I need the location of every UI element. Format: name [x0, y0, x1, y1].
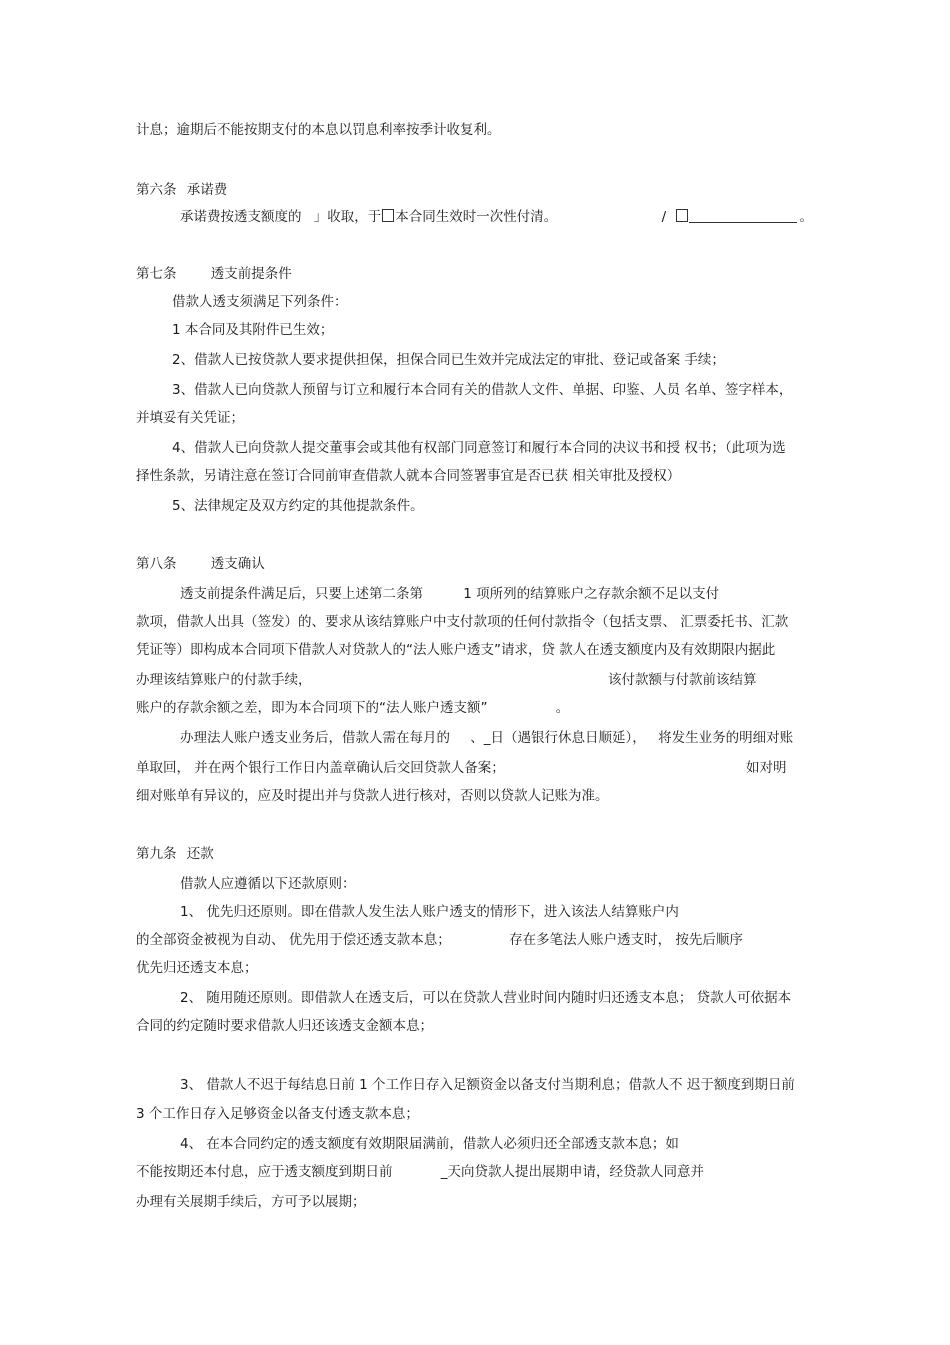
text-line: 凭证等）即构成本合同项下借款人对贷款人的“法人账户透支”请求，贷 款人在透支额度内及有效期限内据此 [136, 642, 776, 658]
text-line [180, 728, 793, 748]
text-line: 办理有关展期手续后，方可予以展期； [136, 1194, 366, 1210]
text-segment: 承诺费按透支额度的 [180, 209, 302, 225]
article-number: 第七条 [136, 266, 177, 282]
article-title: 透支前提条件 [210, 266, 292, 282]
text-line: 4、 在本合同约定的透支额度有效期限届满前，借款人必须归还全部透支款本息；如 [180, 1136, 679, 1152]
text-line: 合同的约定随时要求借款人归还该透支金额本息； [136, 1018, 433, 1034]
text-segment: 如对明 [746, 760, 787, 776]
text-line: 借款人透支须满足下列条件： [172, 294, 348, 310]
article-title: 透支确认 [210, 556, 265, 572]
text-line: 3、借款人已向贷款人预留与订立和履行本合同有关的借款人文件、单据、印鉴、人员 名单、签字样本， [172, 382, 793, 398]
text-line: 4、借款人已向贷款人提交董事会或其他有权部门同意签订和履行本合同的决议书和授 权书；（此项为选 [172, 440, 786, 456]
text-segment: 、_日（遇银行休息日顺延）， [470, 730, 646, 746]
article-6-heading [136, 180, 227, 200]
text-line: 1、 优先归还原则。即在借款人发生法人账户透支的情形下，进入该法人结算账户内 [180, 904, 679, 920]
text-line: 优先归还透支本息； [136, 960, 258, 976]
text-segment: 该付款额与付款前该结算 [608, 672, 757, 688]
text-segment: 将发生业务的明细对账 [658, 730, 794, 746]
text-segment: 」收取，于 [313, 209, 382, 225]
text-segment: / [661, 209, 667, 225]
checkbox-icon[interactable] [382, 209, 394, 222]
article-9-heading [136, 844, 214, 864]
text-line: 计息；逾期后不能按期支付的本息以罚息利率按季计收复利。 [136, 122, 501, 138]
text-line: 款项，借款人出具（签发）的、要求从该结算账户中支付款项的任何付款指令（包括支票、 汇票委托书、汇款 [136, 614, 789, 630]
article-8-heading [136, 554, 265, 574]
text-line [180, 584, 719, 604]
article-title: 还款 [186, 846, 214, 862]
text-line [180, 207, 813, 227]
text-segment: 透支前提条件满足后，只要上述第二条第 [180, 586, 423, 602]
article-number: 第六条 [136, 182, 177, 198]
text-segment: 单取回， 并在两个银行工作日内盖章确认后交回贷款人备案； [136, 760, 505, 776]
text-line: 2、借款人已按贷款人要求提供担保，担保合同已生效并完成法定的审批、登记或备案 手续； [172, 352, 725, 368]
text-segment: 本合同生效时一次性付清。 [395, 209, 558, 225]
text-line: 细对账单有异议的，应及时提出并与贷款人进行核对，否则以贷款人记账为准。 [136, 788, 609, 804]
text-line: 3、 借款人不迟于每结息日前 1 个工作日存入足额资金以备支付当期利息；借款人不 迟于额度到期日前 [180, 1077, 795, 1093]
article-7-heading [136, 264, 292, 284]
text-line [136, 758, 787, 778]
text-line [136, 930, 743, 950]
text-segment: 存在多笔法人账户透支时， 按先后顺序 [509, 932, 743, 948]
blank-underline[interactable] [689, 209, 797, 223]
checkbox-icon[interactable] [676, 209, 688, 222]
text-line: 并填妥有关凭证； [136, 410, 244, 426]
text-segment: 办理该结算账户的付款手续， [136, 672, 312, 688]
article-title: 承诺费 [186, 182, 228, 198]
article-number: 第九条 [136, 846, 177, 862]
text-segment: 账户的存款余额之差，即为本合同项下的“法人账户透支额” [136, 700, 488, 716]
text-line [136, 698, 569, 718]
text-segment: 。 [555, 700, 570, 716]
text-line: 2、 随用随还原则。即借款人在透支后，可以在贷款人营业时间内随时归还透支本息； 贷款人可依据本 [180, 990, 792, 1006]
text-segment: _天向贷款人提出展期申请，经贷款人同意并 [440, 1164, 705, 1180]
article-number: 第八条 [136, 556, 177, 572]
text-segment: 1 项所列的结算账户之存款余额不足以支付 [463, 586, 720, 602]
text-line: 3 个工作日存入足够资金以备支付透支款本息； [136, 1106, 419, 1122]
text-segment: 不能按期还本付息，应于透支额度到期日前 [136, 1164, 393, 1180]
text-line [136, 1162, 704, 1182]
text-segment: 办理法人账户透支业务后，借款人需在每月的 [180, 730, 450, 746]
text-line: 1 本合同及其附件已生效； [172, 322, 334, 338]
text-line [136, 670, 757, 690]
text-line: 5、法律规定及双方约定的其他提款条件。 [172, 498, 424, 514]
text-segment: 。 [799, 209, 813, 225]
text-line: 择性条款，另请注意在签订合同前审查借款人就本合同签署事宜是否已获 相关审批及授权） [136, 468, 681, 484]
text-segment: 的全部资金被视为自动、 优先用于偿还透支款本息； [136, 932, 451, 948]
text-line: 借款人应遵循以下还款原则： [180, 876, 356, 892]
